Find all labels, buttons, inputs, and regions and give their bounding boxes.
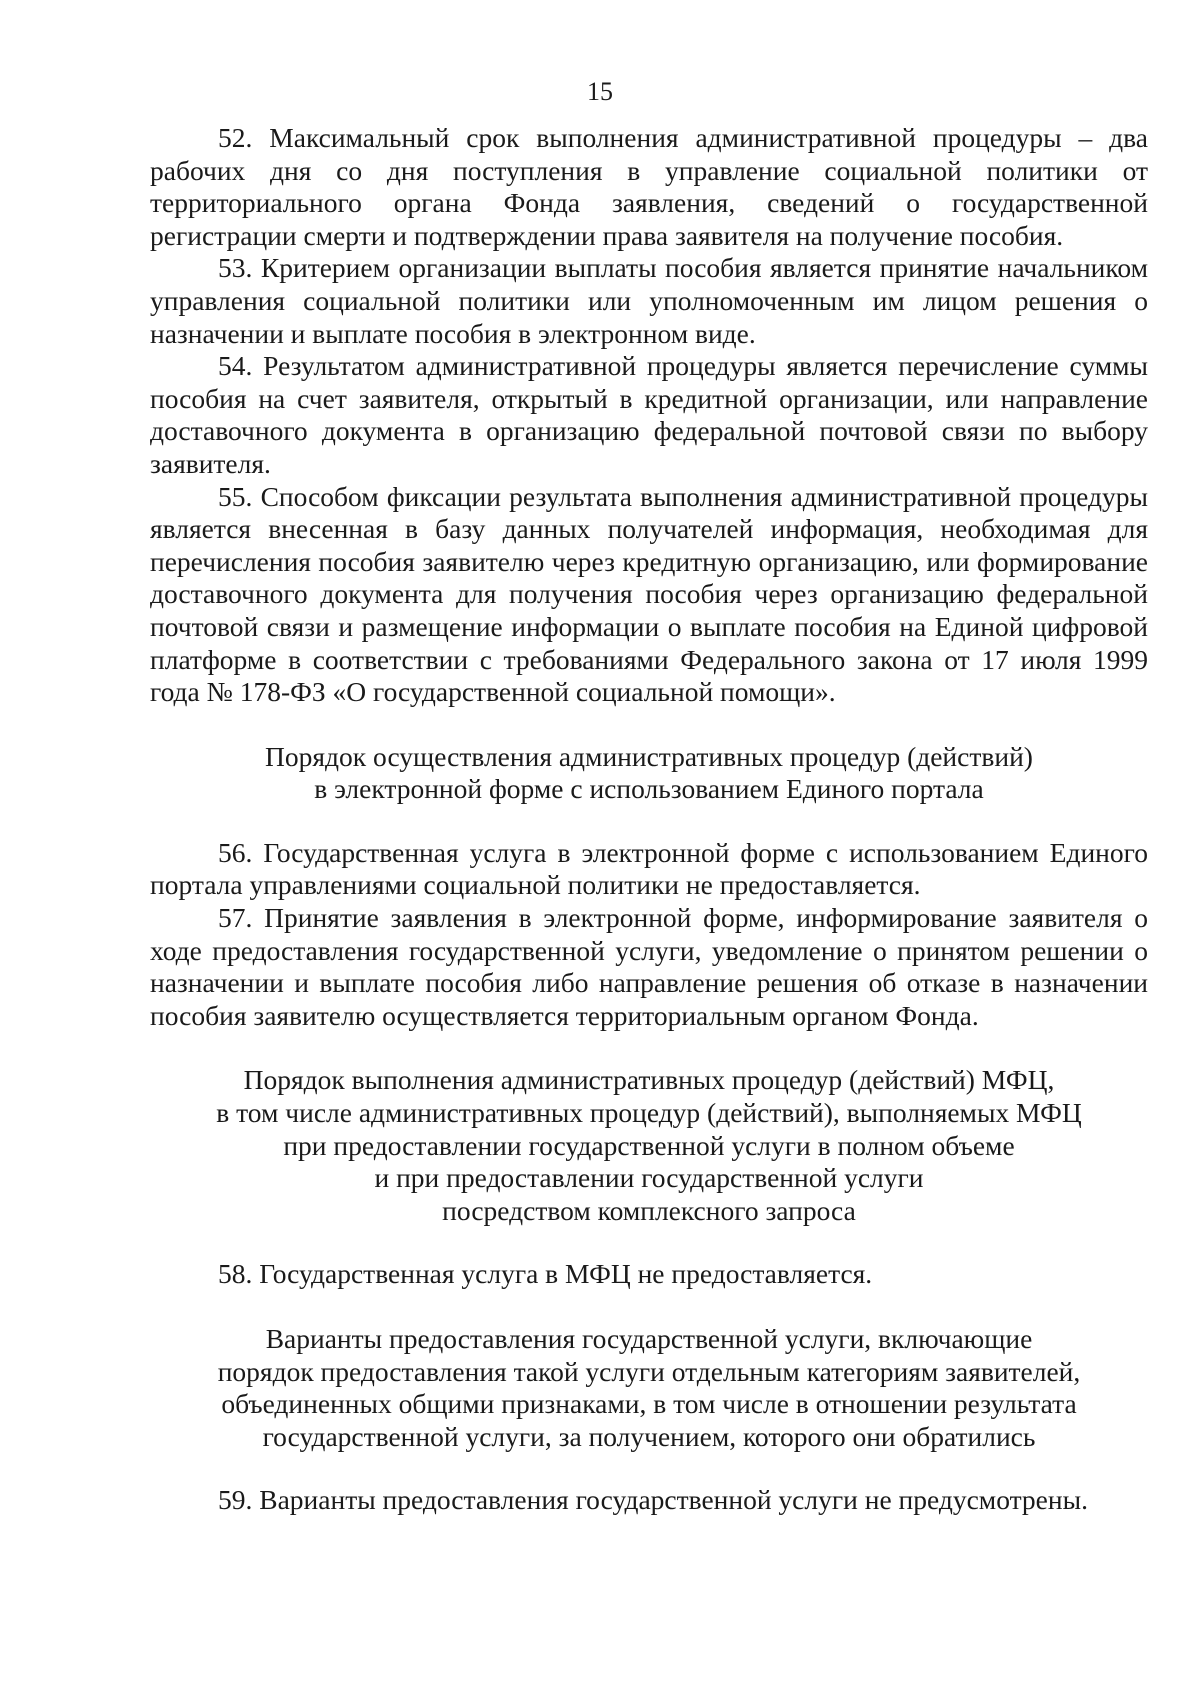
heading-line: Порядок осуществления административных процедур (действий)	[265, 740, 1033, 772]
heading-line: посредством комплексного запроса	[442, 1194, 856, 1226]
heading-line: порядок предоставления такой услуги отдельным категориям заявителей,	[217, 1355, 1081, 1387]
paragraph-57: 57. Принятие заявления в электронной форме, информирование заявителя о ходе предоставления государственной услуги, уведомление о принятом решении о назначении и выплате пособия либо направление решения об отказе в назначении пособия заявителю осуществляется территориальным органом Фонда.	[150, 902, 1148, 1031]
paragraph-56: 56. Государственная услуга в электронной форме с использованием Единого портала управлениями социальной политики не предоставляется.	[150, 836, 1148, 901]
heading-line: в электронной форме с использованием Единого портала	[314, 773, 984, 805]
heading-line: Порядок выполнения административных процедур (действий) МФЦ,	[243, 1064, 1055, 1096]
heading-line: и при предоставлении государственной услуги	[374, 1162, 924, 1194]
paragraph-53: 53. Критерием организации выплаты пособия является принятие начальником управления социальной политики или уполномоченным им лицом решения о назначении и выплате пособия в электронном виде.	[150, 252, 1148, 349]
document-body	[150, 122, 1148, 1517]
heading-line: в том числе административных процедур (действий), выполняемых МФЦ	[216, 1097, 1082, 1129]
heading-line: объединенных общими признаками, в том числе в отношении результата	[221, 1388, 1077, 1420]
section-heading-variants	[150, 1323, 1148, 1453]
paragraph-55: 55. Способом фиксации результата выполнения административной процедуры является внесенная в базу данных получателей информация, необходимая для перечисления пособия заявителю через кредитную организацию, или формирование доставочного документа для получения пособия через организацию федеральной почтовой связи и размещение информации о выплате пособия на Единой цифровой платформе в соответствии с требованиями Федерального закона от 17 июля 1999 года № 178-ФЗ «О государственной социальной помощи».	[150, 480, 1148, 708]
section-heading-mfc	[150, 1064, 1148, 1227]
paragraph-59: 59. Варианты предоставления государственной услуги не предусмотрены.	[218, 1484, 1088, 1516]
heading-line: при предоставлении государственной услуги в полном объеме	[283, 1129, 1015, 1161]
heading-line: государственной услуги, за получением, которого они обратились	[262, 1420, 1036, 1452]
paragraph-58: 58. Государственная услуга в МФЦ не предоставляется.	[218, 1258, 873, 1290]
paragraph-54: 54. Результатом административной процедуры является перечисление суммы пособия на счет заявителя, открытый в кредитной организации, или направление доставочного документа в организацию федеральной почтовой связи по выбору заявителя.	[150, 350, 1148, 479]
page-number: 15	[587, 77, 613, 106]
heading-line: Варианты предоставления государственной услуги, включающие	[265, 1323, 1033, 1354]
paragraph-52: 52. Максимальный срок выполнения административной процедуры – два рабочих дня со дня поступления в управление социальной политики от территориального органа Фонда заявления, сведений о государственной регистрации смерти и подтверждении права заявителя на получение пособия.	[150, 122, 1148, 251]
section-heading-electronic-form	[150, 741, 1148, 806]
